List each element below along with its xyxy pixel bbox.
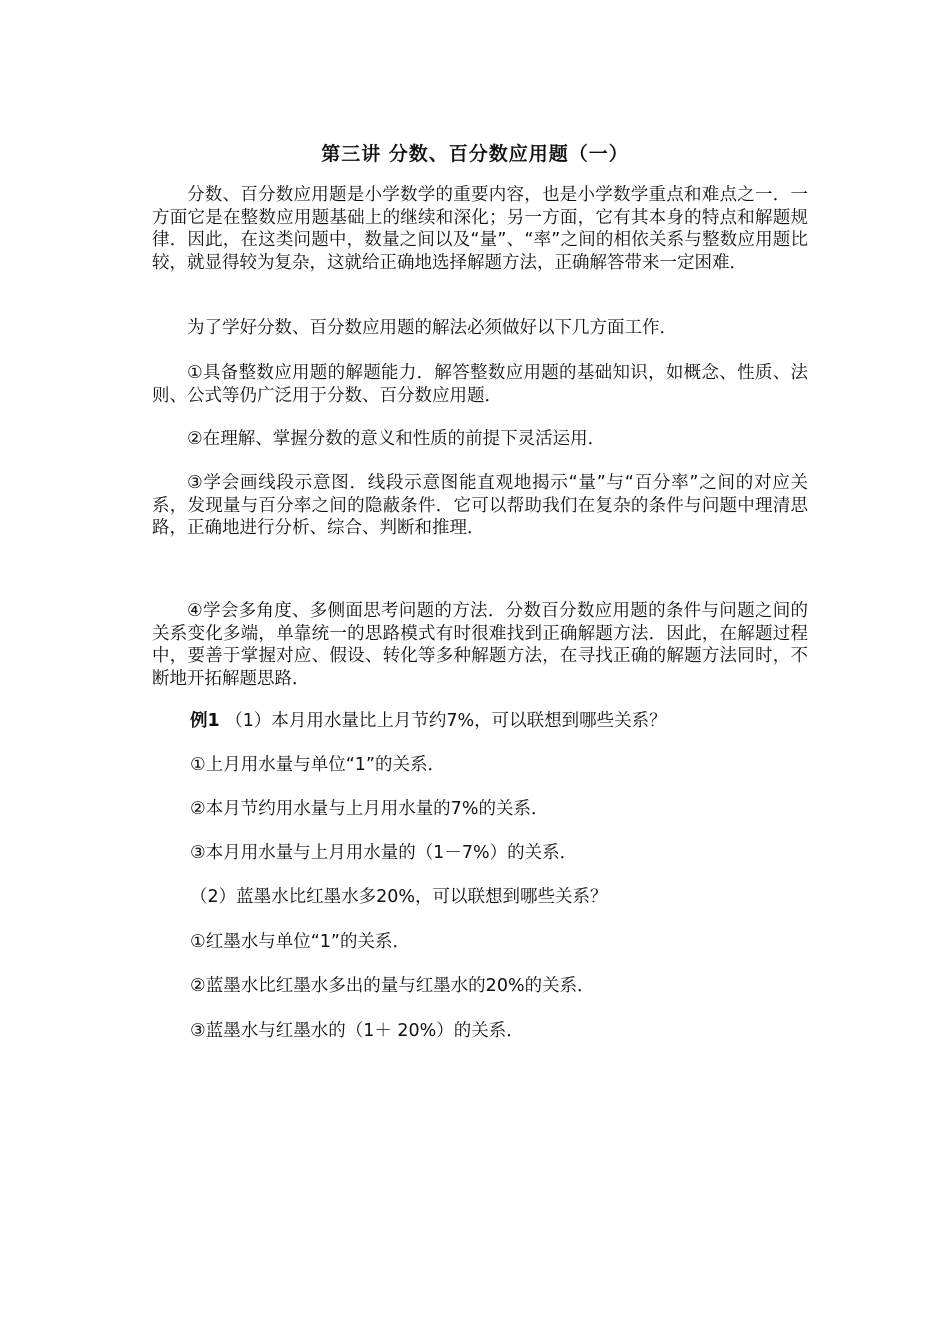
q1-relation-2: ②本月节约用水量与上月用水量的7%的关系． <box>190 799 549 819</box>
example-1-question-1 <box>190 710 846 733</box>
point-2-paragraph: ②在理解、掌握分数的意义和性质的前提下灵活运用． <box>187 429 606 449</box>
page-title: 第三讲 分数、百分数应用题（一） <box>321 143 629 165</box>
point-3-paragraph: ③学会画线段示意图．线段示意图能直观地揭示“量”与“百分率”之间的对应关系，发现量与百分率之间的隐蔽条件．它可以帮助我们在复杂的条件与问题中理清思路，正确地进行分析、综合、判断和推理． <box>152 473 808 538</box>
point-4-paragraph: ④学会多角度、多侧面思考问题的方法．分数百分数应用题的条件与问题之间的关系变化多端，单靠统一的思路模式有时很难找到正确解题方法．因此，在解题过程中，要善于掌握对应、假设、转化等多种解题方法，在寻找正确的解题方法同时，不断地开拓解题思路． <box>152 601 808 689</box>
q1-relation-3: ③本月用水量与上月用水量的（1－7%）的关系． <box>190 843 578 863</box>
example-1-question-2: （2）蓝墨水比红墨水多20%，可以联想到哪些关系？ <box>190 887 608 907</box>
q2-relation-1: ①红墨水与单位“1”的关系． <box>190 932 410 952</box>
intro-paragraph: 分数、百分数应用题是小学数学的重要内容，也是小学数学重点和难点之一．一方面它是在整数应用题基础上的继续和深化；另一方面，它有其本身的特点和解题规律．因此，在这类问题中，数量之间以及“量”、“率”之间的相依关系与整数应用题比较，就显得较为复杂，这就给正确地选择解题方法，正确解答带来一定困难． <box>152 185 808 273</box>
point-1-paragraph: ①具备整数应用题的解题能力．解答整数应用题的基础知识，如概念、性质、法则、公式等仍广泛用于分数、百分数应用题． <box>152 363 808 406</box>
q2-relation-2: ②蓝墨水比红墨水多出的量与红墨水的20%的关系． <box>190 976 595 996</box>
example-question-1-text: （1）本月用水量比上月节约7%，可以联想到哪些关系？ <box>225 711 667 731</box>
q1-relation-1: ①上月用水量与单位“1”的关系． <box>190 755 445 775</box>
example-label: 例1 <box>190 711 220 731</box>
q2-relation-3: ③蓝墨水与红墨水的（1＋ 20%）的关系． <box>190 1021 524 1041</box>
lead-paragraph: 为了学好分数、百分数应用题的解法必须做好以下几方面工作． <box>187 318 677 338</box>
